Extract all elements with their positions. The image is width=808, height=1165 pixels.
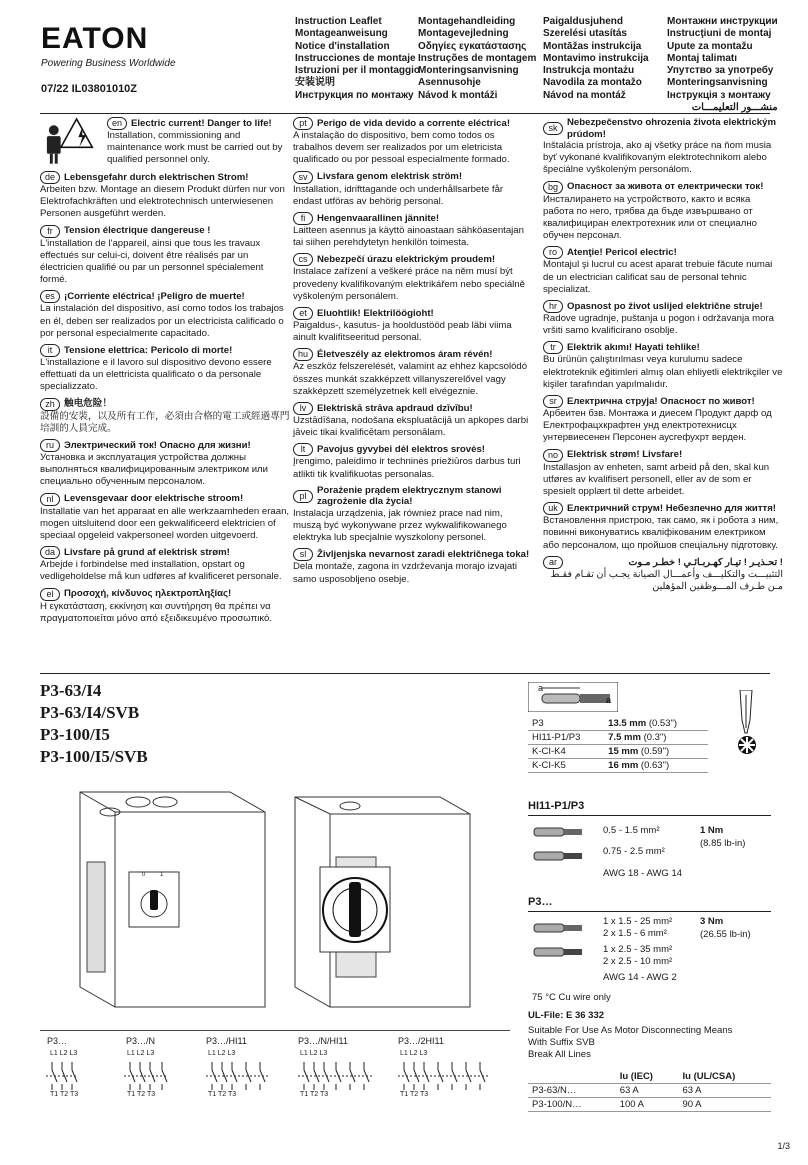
diagram-top-labels: L1 L2 L3: [127, 1050, 155, 1057]
title: Upute za montažu: [667, 40, 753, 52]
title-column-2: [418, 16, 536, 102]
cu-wire-note: 75 °C Cu wire only: [532, 992, 611, 1003]
p3-stranded-2: 2 x 2.5 - 10 mm²: [603, 956, 673, 967]
diagram-top-labels: L1 L2 L3: [400, 1050, 428, 1057]
cell: 16 mm: [608, 760, 639, 771]
title: Οδηγίες εγκατάστασης: [418, 40, 527, 52]
warning-title: ¡Corriente eléctrica! ¡Peligro de muerte!: [64, 291, 245, 303]
warning-title: Elektrisk strøm! Livsfare!: [567, 449, 683, 461]
title: Szerelési utasítás: [543, 28, 627, 40]
warning-title: Livsfara genom elektrisk ström!: [317, 171, 463, 183]
warning-tr: [543, 341, 783, 391]
title-column-3: [543, 16, 649, 102]
hi11-awg: AWG 18 - AWG 14: [603, 868, 683, 879]
warning-text: Dela montaže, zagona in vzdrževanja morajo izvajati samo usposobljeno osebje.: [293, 561, 517, 585]
title: Istruzioni per il montaggio: [295, 65, 420, 77]
hi11-torque-lb: (8.85 lb-in): [700, 838, 746, 849]
warning-title: Perigo de vida devido a corrente eléctrica!: [317, 117, 511, 129]
diagram-label: P3…/2HI11: [398, 1036, 444, 1046]
wire-solid-icon: [528, 820, 588, 870]
warning-text: Paigaldus-, kasutus- ja hooldustööd peab läbi viima ainult kvalifitseeritud personal.: [293, 320, 512, 344]
title: Упутство за употребу: [667, 65, 774, 77]
product-name: P3-100/I5: [40, 725, 110, 744]
dial-on: 1: [160, 872, 164, 878]
lang-badge: tr: [543, 341, 563, 354]
p3-awg: AWG 14 - AWG 2: [603, 972, 677, 983]
diagram-top-labels: L1 L2 L3: [300, 1050, 328, 1057]
title-column-1: [295, 16, 420, 102]
diagram-rule: [40, 1030, 510, 1031]
hi11-title: HI11-P1/P3: [528, 800, 585, 812]
warning-es: [40, 290, 290, 340]
table-row: [528, 1084, 771, 1098]
title: Instruções de montagem: [418, 52, 537, 64]
warning-ar: [543, 556, 783, 593]
lang-badge: fi: [293, 212, 313, 225]
warning-title: Nebezpečenstvo ohrozenia života elektrickým prúdom!: [567, 117, 777, 140]
switch-contacts-icon: [46, 1062, 488, 1090]
title: Montageanweisung: [295, 28, 388, 40]
diagram-label: P3…: [47, 1036, 68, 1046]
warning-text: Arbeiten bzw. Montage an diesem Produkt dürfen nur von Elektrofachkräften und elektrotechnisch unterwiesenen Personen ausgeführt werden.: [40, 184, 285, 220]
lang-badge: pt: [293, 117, 313, 130]
page-number: 1/3: [777, 1141, 790, 1151]
lang-badge: uk: [543, 502, 563, 515]
warning-title: Tension électrique dangereuse !: [64, 225, 211, 237]
p3-rule: [528, 911, 771, 912]
warning-no: [543, 449, 783, 499]
lang-badge: pl: [293, 490, 313, 503]
warning-it: [40, 344, 290, 394]
cell: (0.59"): [640, 746, 670, 757]
lang-badge: el: [40, 588, 60, 601]
product-name: P3-63/I4/SVB: [40, 703, 140, 722]
ul-line-2: With Suffix SVB: [528, 1037, 595, 1048]
title: Monteringsanvisning: [667, 77, 768, 89]
cell: K-CI-K4: [528, 745, 604, 759]
hi11-stranded: 0.75 - 2.5 mm²: [603, 846, 665, 857]
warning-hr: [543, 300, 783, 337]
warning-et: [293, 307, 533, 344]
title: Монтажни инструкции: [667, 16, 778, 27]
warning-pt: [293, 117, 533, 167]
cell: K-CI-K5: [528, 759, 604, 773]
product-list: [40, 680, 148, 768]
warning-nl: [40, 493, 290, 543]
warning-text: Installasjon av enheten, samt arbeid på den, skal kun utføres av kvalifisert personell, eller av de som er spesielt opplært til dette arbeidet.: [543, 461, 770, 498]
hi11-solid: 0.5 - 1.5 mm²: [603, 825, 660, 836]
warning-title: Hengenvaarallinen jännite!: [317, 212, 440, 224]
title: Instruction Leaflet: [295, 16, 382, 27]
enclosure-drawing-svb: [290, 782, 520, 1022]
cell: P3-100/N…: [528, 1098, 616, 1112]
diagram-top-labels: L1 L2 L3: [208, 1050, 236, 1057]
lang-badge: sr: [543, 395, 563, 408]
cell: 13.5 mm: [608, 718, 647, 729]
warning-title: Nebezpečí úrazu elektrickým proudem!: [317, 254, 496, 266]
warning-text: Installation, idrifttagande och underhållsarbete får endast utföras av behörig personal.: [293, 183, 504, 207]
warning-sr: [543, 395, 783, 445]
diagram-bottom-labels: T1 T2 T3: [50, 1091, 79, 1098]
col-header: Iu (IEC): [616, 1070, 679, 1084]
table-row: [528, 717, 708, 731]
title: 安装说明: [295, 77, 335, 89]
lang-badge: da: [40, 546, 60, 559]
cell: 63 A: [616, 1084, 679, 1098]
warning-lt: [293, 443, 533, 480]
cell: 63 A: [678, 1084, 771, 1098]
warning-column-2: [293, 117, 533, 590]
brand-name: EATON: [41, 22, 149, 55]
cell: P3: [528, 717, 604, 731]
diagram-label: P3…/HI11: [206, 1036, 247, 1046]
diagram-bottom-labels: T1 T2 T3: [400, 1091, 429, 1098]
lang-badge: sk: [543, 122, 563, 135]
warning-fr: [40, 225, 290, 287]
cell: 7.5 mm: [608, 732, 641, 743]
ul-file: UL-File: E 36 332: [528, 1010, 605, 1021]
warning-text: Laitteen asennus ja käyttö ainoastaan sähköasentajan tai siihen perehdytetyn henkilön toimesta.: [293, 225, 524, 249]
lang-badge: hr: [543, 300, 563, 313]
lang-badge: sl: [293, 548, 313, 561]
lang-badge: ru: [40, 439, 60, 452]
warning-sk: [543, 117, 783, 177]
cell: 15 mm: [608, 746, 639, 757]
lang-badge: ar: [543, 556, 563, 569]
diagram-bottom-labels: T1 T2 T3: [127, 1091, 156, 1098]
diagram-bottom-labels: T1 T2 T3: [300, 1091, 329, 1098]
lang-badge: ro: [543, 246, 563, 259]
warning-text: Инсталирането на устройството, както и всяка работа по него, трябва да бъде извършвано от квалифициран електротехник или от специално обучен персонал.: [543, 193, 757, 242]
lang-badge: et: [293, 307, 313, 320]
wiring-diagrams: [40, 1060, 510, 1105]
warning-bg: [543, 181, 783, 243]
warning-text: Установка и эксплуатация устройства должны выполняться квалифицированным электриком или специально обученным персоналом.: [40, 452, 269, 488]
p3-title: P3…: [528, 896, 553, 908]
warning-column-1: [40, 117, 290, 629]
lang-badge: sv: [293, 171, 313, 184]
title: Návod k montáži: [418, 89, 498, 101]
title: Инструкция по монтажу: [295, 89, 414, 101]
eaton-logo: [41, 22, 201, 74]
strip-a-header: a: [606, 695, 612, 705]
warning-text: A instalação do dispositivo, bem como todos os trabalhos devem ser realizados por um eletricista qualificado ou por pessoal especialmente formado.: [293, 130, 510, 166]
warning-text: Installatie van het apparaat en alle werkzaamheden eraan, mogen uitsluitend door een gekwalificeerd elektricien of speciaal opgeleid vakpersoneel worden uitgevoerd.: [40, 505, 290, 542]
dial-off: 0: [142, 872, 146, 878]
strip-length-table: [528, 717, 708, 773]
warning-ro: [543, 246, 783, 296]
warning-text: Įrengimo, paleidimo ir techninės priežiūros darbus turi atlikti tik kvalifikuotas personalas.: [293, 456, 521, 480]
title: Montavimo instrukcija: [543, 52, 649, 64]
lang-badge: no: [543, 449, 563, 462]
electrician-warning-icon: [40, 117, 103, 167]
warning-text: Instalace zařízení a veškeré práce na něm musí být provedeny kvalifikovaným elektrikářem nebo speciálně vyškoleným personálem.: [293, 266, 525, 302]
hi11-rule: [528, 815, 771, 816]
title: Instrucciones de montaje: [295, 52, 416, 64]
warning-el: [40, 588, 290, 625]
warning-title: Электрический ток! Опасно для жизни!: [64, 439, 251, 451]
hi11-torque: 1 Nm: [700, 825, 724, 836]
title: Monteringsanvisning: [418, 65, 519, 77]
warning-de: [40, 171, 290, 221]
lang-badge: de: [40, 171, 60, 184]
brand-tagline: Powering Business Worldwide: [41, 58, 176, 69]
table-row: [528, 759, 708, 773]
p3-torque-lb: (26.55 lb-in): [700, 929, 751, 940]
lang-badge: en: [107, 117, 127, 130]
warning-text: Montajul şi lucrul cu acest aparat trebuie făcute numai de un electrician calificat sau de personal tehnic specializat.: [543, 259, 773, 295]
strip-a-label: a: [538, 683, 544, 693]
warning-text: Inštalácia prístroja, ako aj všetky práce na ňom musia byť vykonané kvalifikovaným elektrotechnikom alebo špeciálne vyškoleným personálom.: [543, 140, 772, 176]
lang-badge: it: [40, 344, 60, 357]
section-divider: [40, 673, 770, 674]
cell: 90 A: [678, 1098, 771, 1112]
warning-text: 設備的安裝，以及所有工作，必須由合格的電工或經過專門培訓的人員完成。: [40, 410, 290, 434]
document-number: 07/22 IL03801010Z: [41, 83, 138, 95]
cell: 100 A: [616, 1098, 679, 1112]
warning-en: [40, 117, 290, 167]
warning-title: Lebensgefahr durch elektrischen Strom!: [64, 171, 249, 183]
warning-column-3: [543, 117, 783, 597]
warning-fi: [293, 212, 533, 249]
warning-text: Встановлення пристрою, так само, як і робота з ним, повинні виконуватись кваліфікованим електриком або персоналом, що пройшов спеціальну підготовку.: [543, 515, 779, 551]
lang-badge: hu: [293, 348, 313, 361]
title: Paigaldusjuhend: [543, 16, 624, 27]
cell: (0.3"): [643, 732, 667, 743]
warning-zh: [40, 398, 290, 435]
header-divider: [40, 113, 770, 114]
product-name: P3-63/I4: [40, 681, 102, 700]
pozidriv-icon: [737, 735, 757, 755]
title: Instrukcja montażu: [543, 65, 635, 77]
warning-uk: [543, 502, 783, 552]
title: Notice d'installation: [295, 40, 390, 52]
warning-text: Arbejde i forbindelse med installation, opstart og vedligeholdelse må kun udføres af kvalificeret personale.: [40, 559, 282, 583]
warning-text: Radove ugradnje, puštanja u pogon i održavanja mora vršiti samo kvalificirano osoblje.: [543, 313, 774, 337]
warning-title: Atenţie! Pericol electric!: [567, 247, 677, 259]
warning-title: Tensione elettrica: Pericolo di morte!: [64, 344, 233, 356]
lang-badge: nl: [40, 493, 60, 506]
cell: P3-63/N…: [528, 1084, 616, 1098]
warning-text: Az eszköz felszerelését, valamint az ehhez kapcsolódó összes munkát szakképzett villanyszerelővel vagy szakképzett személyzetnek kell elvégeznie.: [293, 361, 528, 397]
warning-text: Арбеитен бзв. Монтажа и диесем Продукт дарф од Електрофацхкрафтен унд електротехнисцх унтервиесенен Персонен аусгефухрт верден.: [543, 408, 772, 444]
lang-badge: fr: [40, 225, 60, 238]
warning-title: Προσοχή, κίνδυνος ηλεκτροπληξίας!: [64, 588, 232, 600]
cell: (0.63"): [640, 760, 670, 771]
title: Інструкція з монтажу: [667, 89, 771, 101]
warning-text: L'installation de l'appareil, ainsi que tous les travaux effectués sur celui-ci, doivent être réalisés par un électricien qualifié ou par un personnel spécialement formé.: [40, 237, 264, 286]
title: Montāžas instrukcija: [543, 40, 642, 52]
table-row: [528, 1098, 771, 1112]
warning-title: Porażenie prądem elektrycznym stanowi zagrożenie dla życia!: [317, 484, 502, 508]
warning-lv: [293, 402, 533, 439]
lang-badge: cs: [293, 253, 313, 266]
title: Montagehandleiding: [418, 16, 516, 27]
warning-text: Bu ürünün çalıştırılması veya kurulumu sadece elektroteknik eğitimleri almış olan ehliyetli elektrikçiler ve kişiler tarafından yapılmalıdır.: [543, 354, 783, 390]
warning-title: Pavojus gyvybei dėl elektros srovės!: [317, 444, 485, 456]
warning-title: Elektriskā strāva apdraud dzīvību!: [317, 402, 473, 414]
warning-title: ! تحـذيـر ! تيـار كهـربـائـي ! خطـر مـوت: [628, 556, 783, 568]
diagram-top-labels: L1 L2 L3: [50, 1050, 78, 1057]
warning-title: Електричний струм! Небезпечно для життя!: [567, 503, 777, 515]
cell: (0.53"): [648, 718, 678, 729]
warning-cs: [293, 253, 533, 303]
diagram-label: P3…/N/HI11: [298, 1036, 348, 1046]
warning-text: Η εγκατάσταση, εκκίνηση και συντήρηση θα πρέπει να πραγματοποιείται μόνο από εξειδικευμένο προσωπικό.: [40, 600, 273, 624]
title-column-4: [667, 16, 778, 114]
lang-badge: zh: [40, 398, 60, 411]
warning-title: Опасност за живота от електрически ток!: [567, 181, 764, 193]
enclosure-drawing-i4: [40, 782, 280, 1022]
title: Instrucţiuni de montaj: [667, 28, 772, 40]
product-name: P3-100/I5/SVB: [40, 747, 148, 766]
warning-title: Electric current! Danger to life!: [130, 117, 272, 129]
warning-pl: [293, 485, 533, 545]
lang-badge: bg: [543, 181, 563, 194]
title: Navodila za montažo: [543, 77, 642, 89]
warning-title: Livsfare på grund af elektrisk strøm!: [64, 547, 230, 559]
warning-title: Eluohtlik! Elektrilöögioht!: [317, 307, 434, 319]
warning-title: Elektrik akımı! Hayati tehlike!: [567, 342, 700, 354]
warning-text: Instalacja urządzenia, jak również prace nad nim, muszą być wykonywane przez wykwalifikowanego elektryka lub specjalnie wyszkolony personel.: [293, 507, 507, 544]
title: Montagevejledning: [418, 28, 509, 40]
p3-torque: 3 Nm: [700, 916, 724, 927]
warning-ru: [40, 439, 290, 489]
warning-hu: [293, 348, 533, 398]
title: Návod na montáž: [543, 89, 626, 101]
warning-sv: [293, 171, 533, 208]
warning-text: Uzstādīšana, nodošana ekspluatācijā un apkopes darbi jāveic tikai kvalificētam personālam.: [293, 415, 529, 439]
warning-title: Életveszély az elektromos áram révén!: [317, 349, 493, 361]
wire-stranded-icon: [528, 916, 588, 966]
warning-title: Levensgevaar door elektrische stroom!: [64, 493, 244, 505]
p3-solid-1: 1 x 1.5 - 25 mm²: [603, 916, 673, 927]
warning-da: [40, 546, 290, 583]
table-row: [528, 745, 708, 759]
diagram-label: P3…/N: [126, 1036, 156, 1046]
warning-text: Installation, commissioning and maintenance work must be carried out by qualified personnel only.: [106, 130, 283, 166]
warning-text: L'installazione e il lavoro sul dispositivo devono essere effettuati da un elettricista qualificato o da personale specializzato.: [40, 357, 272, 393]
title: Asennusohje: [418, 77, 481, 89]
warning-title: Življenjska nevarnost zaradi električnega toka!: [317, 549, 530, 561]
ul-line-1: Suitable For Use As Motor Disconnecting Means: [528, 1025, 733, 1036]
table-row: [528, 731, 708, 745]
title: منشـــور التعليمـــات: [691, 102, 778, 114]
rating-table: [528, 1070, 771, 1112]
lang-badge: lv: [293, 402, 313, 415]
warning-title: 触电危险！: [64, 398, 112, 410]
warning-sl: [293, 548, 533, 585]
warning-text: التثبيـــت والتكليـــف وأعمـــال الصيانة يجـب أن تقـام فقـط مـن طـرف المـــوظفين المؤهلين: [550, 568, 783, 593]
warning-title: Електрична струја! Опасност по живот!: [567, 395, 755, 407]
lang-badge: lt: [293, 443, 313, 456]
col-header: Iu (UL/CSA): [678, 1070, 771, 1084]
title: Montaj talimatı: [667, 52, 738, 64]
warning-title: Opasnost po život uslijed električne struje!: [567, 300, 763, 312]
table-header: [528, 1070, 771, 1084]
warning-text: La instalación del dispositivo, así como todos los trabajos en él, deben ser realizados por un electricista calificado o por personal especialmente capacitado.: [40, 303, 284, 339]
diagram-bottom-labels: T1 T2 T3: [208, 1091, 237, 1098]
ul-line-3: Break All Lines: [528, 1049, 591, 1060]
p3-solid-2: 2 x 1.5 - 6 mm²: [603, 928, 667, 939]
flat-screwdriver-icon: [737, 690, 755, 735]
lang-badge: es: [40, 290, 60, 303]
p3-stranded-1: 1 x 2.5 - 35 mm²: [603, 944, 673, 955]
cell: HI11-P1/P3: [528, 731, 604, 745]
